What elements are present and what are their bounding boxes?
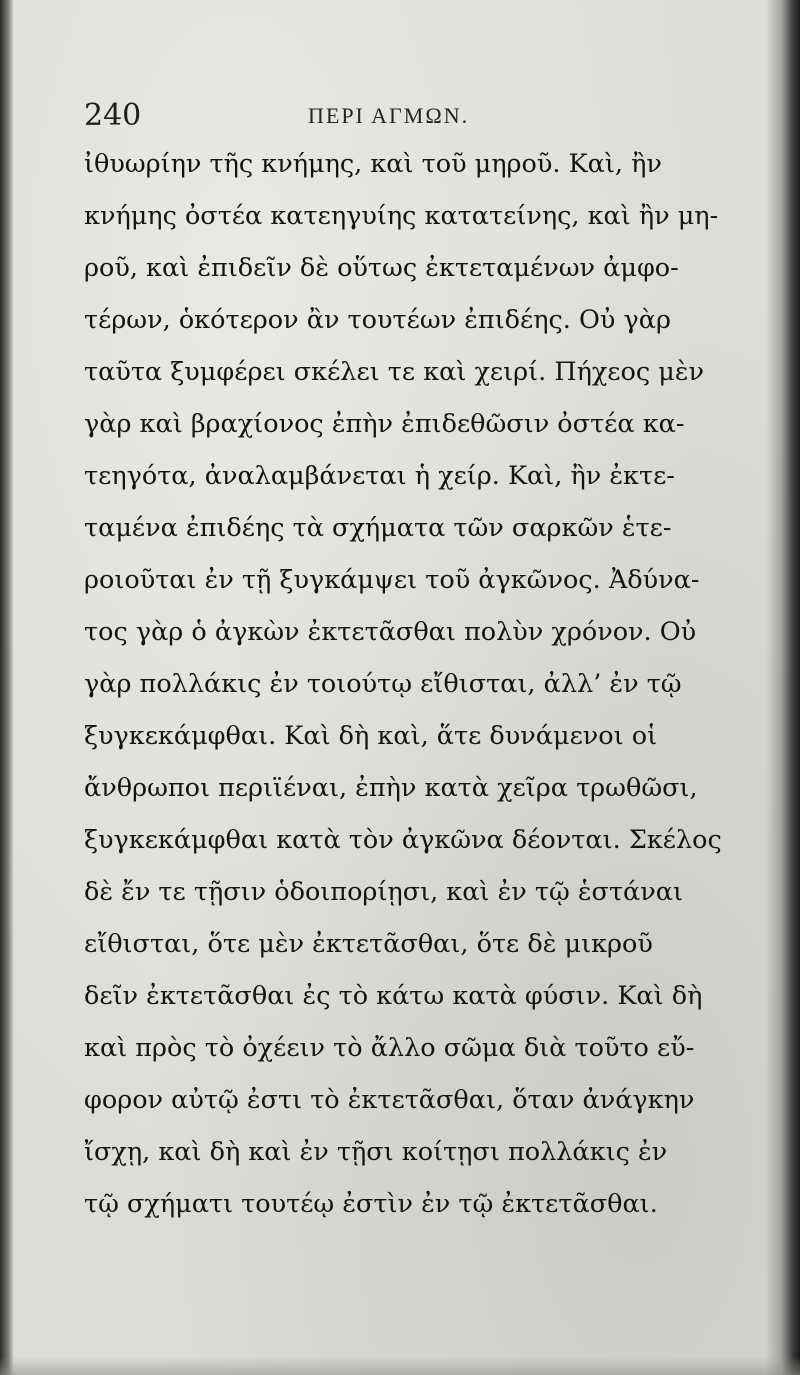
text-line: τῷ σχήματι τουτέῳ ἐστὶν ἐν τῷ ἐκτετᾶσθαι. [84,1189,658,1219]
text-line: γὰρ καὶ βραχίονος ἐπὴν ἐπιδεθῶσιν ὀστέα κα- [84,409,685,439]
body-text [84,138,722,1230]
text-line: δεῖν ἐκτετᾶσθαι ἐς τὸ κάτω κατὰ φύσιν. Καὶ δὴ [84,981,703,1011]
page-right-edge [766,0,800,1375]
text-line: ἰθυωρίην τῆς κνήμης, καὶ τοῦ μηροῦ. Καὶ, ἢν [84,149,662,179]
text-line: ταῦτα ξυμφέρει σκέλει τε καὶ χειρί. Πήχεος μὲν [84,357,705,387]
page-number: 240 [84,98,142,133]
text-line: τέρων, ὁκότερον ἂν τουτέων ἐπιδέης. Οὐ γὰρ [84,305,671,335]
text-line: φορον αὐτῷ ἐστι τὸ ἐκτετᾶσθαι, ὅταν ἀνάγκην [84,1085,695,1115]
running-head: ΠΕΡΙ ΑΓΜΩΝ. [308,103,470,128]
page-gutter-shadow [0,0,14,1375]
text-line: ξυγκεκάμφθαι κατὰ τὸν ἀγκῶνα δέονται. Σκέλος [84,825,722,855]
text-line: καὶ πρὸς τὸ ὀχέειν τὸ ἄλλο σῶμα διὰ τοῦτο εὔ- [84,1033,695,1063]
text-line: ταμένα ἐπιδέης τὰ σχήματα τῶν σαρκῶν ἑτε- [84,513,672,543]
text-line: ξυγκεκάμφθαι. Καὶ δὴ καὶ, ἅτε δυνάμενοι οἱ [84,721,658,751]
text-line: εἴθισται, ὅτε μὲν ἐκτετᾶσθαι, ὅτε δὲ μικροῦ [84,929,653,959]
text-line: τεηγότα, ἀναλαμβάνεται ἡ χείρ. Καὶ, ἢν ἐκτε- [84,461,675,491]
text-line: κνήμης ὀστέα κατεηγυίης κατατείνης, καὶ ἢν μη- [84,201,719,231]
text-line: γὰρ πολλάκις ἐν τοιούτῳ εἴθισται, ἀλλ’ ἐν τῷ [84,669,682,699]
page-bottom-edge [0,1357,800,1375]
text-line: δὲ ἔν τε τῇσιν ὁδοιπορίῃσι, καὶ ἐν τῷ ἑστάναι [84,877,684,907]
text-line: ροιοῦται ἐν τῇ ξυγκάμψει τοῦ ἀγκῶνος. Ἀδύνα- [84,565,700,595]
text-line: ἄνθρωποι περιϊέναι, ἐπὴν κατὰ χεῖρα τρωθῶσι, [84,773,698,803]
text-line: ἴσχῃ, καὶ δὴ καὶ ἐν τῇσι κοίτῃσι πολλάκις ἐν [84,1137,668,1167]
text-line: ροῦ, καὶ ἐπιδεῖν δὲ οὕτως ἐκτεταμένων ἀμφο- [84,253,679,283]
text-line: τος γὰρ ὁ ἀγκὼν ἐκτετᾶσθαι πολὺν χρόνον. Οὐ [84,617,697,647]
page-header [84,96,724,136]
